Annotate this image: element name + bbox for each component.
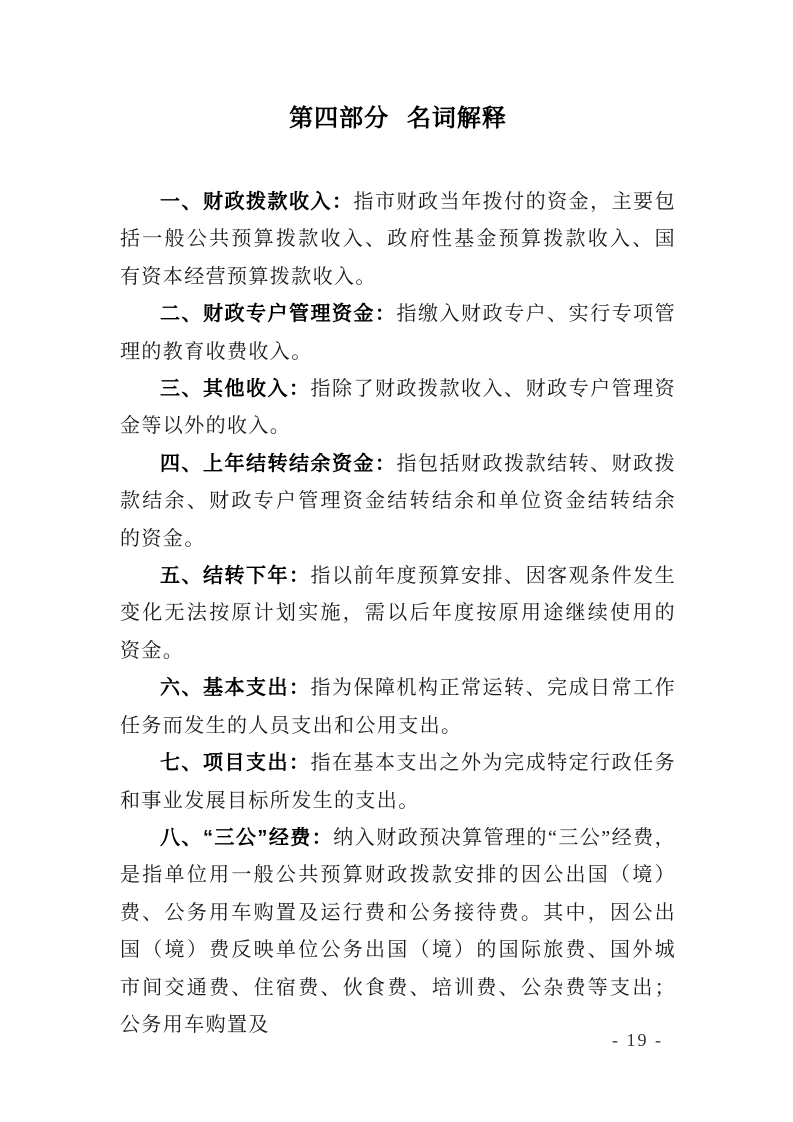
definition-text-2: 指缴入财政专户、实行专项管理的教育收费收入。 [120,303,676,363]
definition-paragraph-6 [120,670,676,745]
definition-text-3: 指除了财政拨款收入、财政专户管理资金等以外的收入。 [120,378,676,438]
term-label-7: 七、项目支出： [160,752,311,775]
definition-text-7: 指在基本支出之外为完成特定行政任务和事业发展目标所发生的支出。 [120,752,676,812]
definition-paragraph-8 [120,820,676,1044]
page-title: 第四部分 名词解释 [289,105,507,132]
definition-paragraph-4 [120,446,676,558]
term-label-6: 六、基本支出： [160,677,311,700]
definition-paragraph-7 [120,745,676,820]
term-label-1: 一、财政拨款收入： [160,191,354,213]
definition-paragraph-5 [120,558,676,670]
term-label-3: 三、其他收入： [160,378,311,401]
definition-text-4: 指包括财政拨款结转、财政拨款结余、财政专户管理资金结转结余和单位资金结转结余的资金。 [120,452,676,550]
term-label-2: 二、财政专户管理资金： [160,303,397,326]
definition-paragraph-2 [120,296,676,371]
definition-paragraph-3 [120,371,676,446]
term-label-8: 八、“三公”经费： [160,826,334,849]
page-number: - 19 - [612,1030,663,1050]
definition-text-1: 指市财政当年拨付的资金，主要包括一般公共预算拨款收入、政府性基金预算拨款收入、国有资本经营预算拨款收入。 [120,191,677,288]
definitions-list [120,184,676,1044]
definition-text-6: 指为保障机构正常运转、完成日常工作任务而发生的人员支出和公用支出。 [120,677,676,737]
definition-text-8: 纳入财政预决算管理的“三公”经费，是指单位用一般公共预算财政拨款安排的因公出国（境）费、公务用车购置及运行费和公务接待费。其中，因公出国（境）费反映单位公务出国（境）的国际旅费、国外城市间交通费、住宿费、伙食费、培训费、公杂费等支出；公务用车购置及 [120,826,676,1036]
term-label-5: 五、结转下年： [160,565,311,588]
definition-paragraph-1 [120,184,676,296]
term-label-4: 四、上年结转结余资金： [160,452,397,475]
definition-text-5: 指以前年度预算安排、因客观条件发生变化无法按原计划实施，需以后年度按原用途继续使用的资金。 [120,565,676,662]
